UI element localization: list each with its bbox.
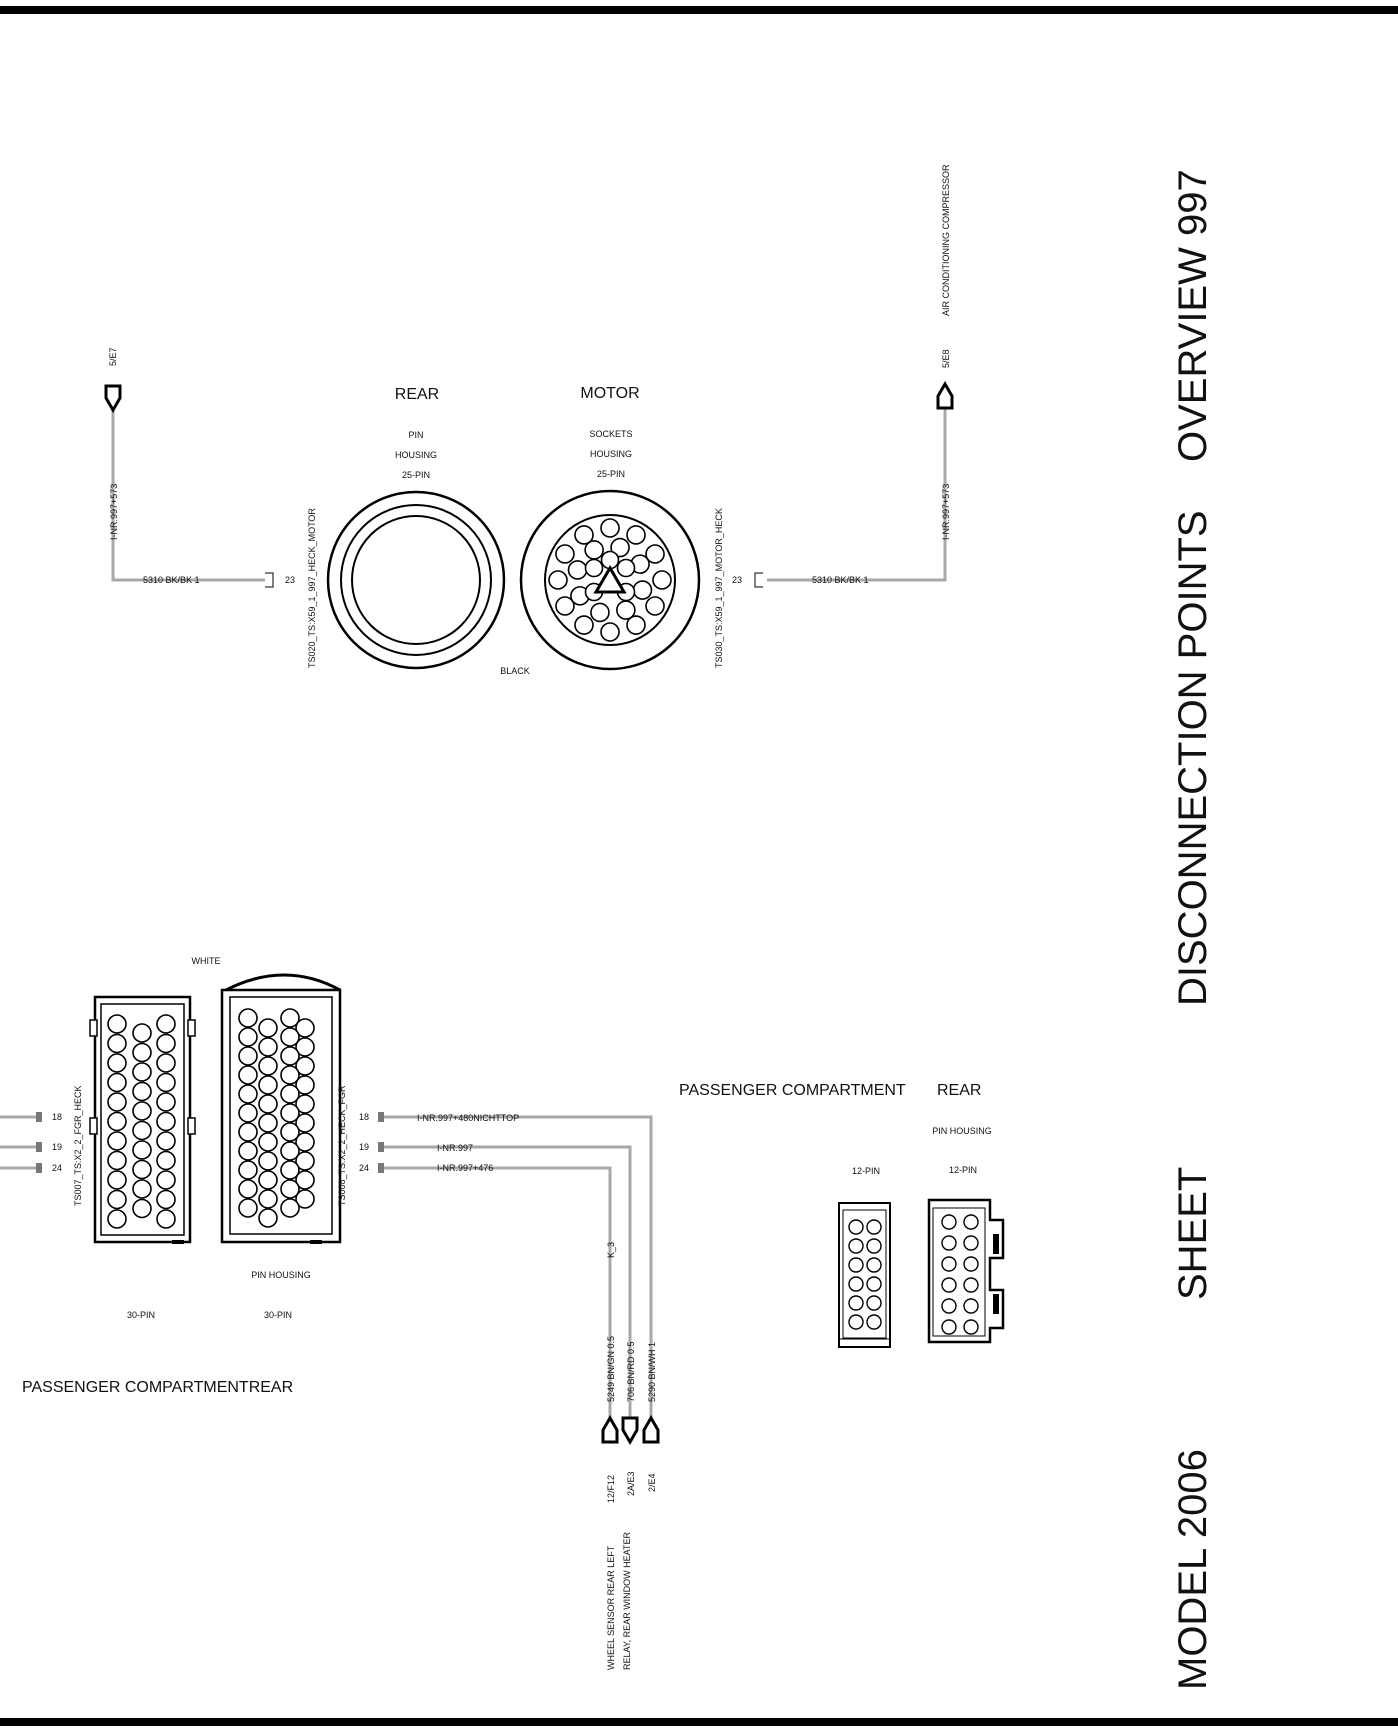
connector-pin (108, 1035, 126, 1053)
connector-pin (157, 1054, 175, 1072)
connector-pin (133, 1024, 151, 1042)
top-right-terminal (755, 573, 763, 587)
bottom-rear: REAR (937, 1082, 982, 1099)
arrow-2ae3-icon (623, 1418, 637, 1442)
connector-pin (133, 1161, 151, 1179)
small-connector-pin (849, 1277, 863, 1291)
bottom-right-pin-18: 18 (359, 1112, 370, 1122)
bottom-left-pin-19: 19 (52, 1142, 63, 1152)
small-connector-pin (867, 1296, 881, 1310)
socket-pin (591, 603, 609, 621)
bottom-pin-housing: PIN HOUSING (251, 1270, 311, 1280)
small-connector-pin (942, 1236, 956, 1250)
arrow-12f12-icon (603, 1418, 617, 1442)
socket-pin (585, 541, 603, 559)
top-housing-right: HOUSING (589, 449, 633, 459)
connector-pin (133, 1044, 151, 1062)
wire-label-476: I-NR.997+476 (437, 1163, 494, 1173)
connector-pin (157, 1035, 175, 1053)
wire-k3-label: K_3 (606, 1241, 616, 1258)
wire-label-997: I-NR.997 (437, 1143, 474, 1153)
bottom-left-pin-18: 18 (52, 1112, 63, 1122)
connector-pin (259, 1038, 277, 1056)
wire-997 (384, 1147, 630, 1420)
top-right-wire (767, 405, 945, 580)
connector-pin (108, 1152, 126, 1170)
connector-pin (133, 1083, 151, 1101)
small-connector-pin (849, 1239, 863, 1253)
top-right-pin: 23 (732, 575, 743, 585)
small-connector-pin (964, 1236, 978, 1250)
bottom-border (0, 1718, 1398, 1726)
bottom-passenger-rear: PASSENGER COMPARTMENTREAR (22, 1379, 294, 1396)
small-12-pin-connector-left (839, 1203, 890, 1347)
small-12-pin-connector-right (929, 1200, 1003, 1342)
connector-pin (133, 1141, 151, 1159)
vert-wire-706: 706 BN/RD 0.5 (626, 1341, 636, 1402)
small-connector-pin (964, 1320, 978, 1334)
connector-pin (157, 1074, 175, 1092)
connector-pin (108, 1093, 126, 1111)
title-overview: OVERVIEW 997 (1171, 169, 1215, 462)
vert-wire-5249: 5249 BN/GN 0.5 (606, 1335, 616, 1402)
connector-pin (108, 1171, 126, 1189)
socket-pin (617, 601, 635, 619)
connector-pin (157, 1171, 175, 1189)
connector-pin (259, 1171, 277, 1189)
small-connector-pin (964, 1257, 978, 1271)
connector-pin (133, 1102, 151, 1120)
top-right-arrow-icon (938, 384, 952, 408)
socket-pin (601, 519, 619, 537)
top-left-pin: 23 (285, 575, 296, 585)
connector-pin (259, 1209, 277, 1227)
top-left-wire-vert: I-NR.997+573 (109, 483, 119, 540)
bottom-right-pin-24: 24 (359, 1163, 370, 1173)
connector-pin (108, 1191, 126, 1209)
connector-pin (133, 1063, 151, 1081)
connector-pin (133, 1122, 151, 1140)
small-connector-pin (942, 1320, 956, 1334)
connector-pin (108, 1074, 126, 1092)
connector-pin (239, 1123, 257, 1141)
desc-relay: RELAY, REAR WINDOW HEATER (622, 1531, 632, 1670)
top-pin25-right: 25-PIN (596, 469, 626, 479)
top-left-arrow-icon (106, 386, 120, 410)
bottom-pin-housing-right: PIN HOUSING (932, 1126, 992, 1136)
connector-pin (259, 1076, 277, 1094)
bottom-white-label: WHITE (191, 956, 221, 966)
connector-pin (157, 1093, 175, 1111)
socket-pin (601, 623, 619, 641)
connector-pin (281, 1199, 299, 1217)
top-left-ref: 5/E7 (108, 347, 118, 366)
bottom-passenger: PASSENGER COMPARTMENT (679, 1082, 906, 1099)
connector-pin (239, 1142, 257, 1160)
small-connector-pin (849, 1220, 863, 1234)
connector-pin (239, 1066, 257, 1084)
connector-pin (239, 1104, 257, 1122)
ref-2e4: 2/E4 (647, 1473, 657, 1492)
connector-pin (239, 1009, 257, 1027)
top-pin25-left: 25-PIN (401, 470, 431, 480)
ref-12f12: 12/F12 (606, 1474, 616, 1503)
connector-pin (259, 1152, 277, 1170)
top-pin-label: PIN (408, 430, 424, 440)
top-right-label: AIR CONDITIONING COMPRESSOR (941, 164, 951, 316)
wire-label-480: I-NR.997+480NICHTTOP (417, 1113, 520, 1123)
bottom-conn-left-label: TS007_TS:X2_2_FGR_HECK (73, 1085, 83, 1206)
small-connector-pin (867, 1258, 881, 1272)
socket-pin (653, 571, 671, 589)
connector-pin (239, 1085, 257, 1103)
socket-pin (646, 597, 664, 615)
bottom-pin30-left: 30-PIN (126, 1310, 156, 1320)
connector-pin (108, 1113, 126, 1131)
small-connector-pin (867, 1277, 881, 1291)
title-model: MODEL 2006 (1171, 1449, 1215, 1690)
socket-pin (575, 616, 593, 634)
fgr-heck-connector-left (90, 997, 195, 1244)
bottom-conn-right-label: TS008_TS:X2_2_HECK_FGR (337, 1085, 347, 1206)
bottom-pin30-right: 30-PIN (263, 1310, 293, 1320)
title-sheet: SHEET (1171, 1166, 1215, 1300)
bottom-right-pin-19: 19 (359, 1142, 370, 1152)
socket-pin (586, 560, 603, 577)
small-connector-pin (849, 1258, 863, 1272)
top-left-wire (113, 405, 265, 580)
ref-2ae3: 2A/E3 (626, 1471, 636, 1496)
socket-pin (627, 526, 645, 544)
connector-pin (259, 1057, 277, 1075)
small-connector-pin (867, 1239, 881, 1253)
top-sockets-label: SOCKETS (589, 429, 633, 439)
top-right-wire-vert: I-NR.997+573 (941, 483, 951, 540)
socket-pin (569, 561, 587, 579)
arrow-2e4-icon (644, 1418, 658, 1442)
bottom-pin12-left: 12-PIN (851, 1166, 881, 1176)
socket-pin (618, 560, 635, 577)
small-connector-pin (964, 1215, 978, 1229)
top-motor-label: MOTOR (580, 385, 640, 402)
top-left-terminal (265, 573, 273, 587)
small-connector-pin (942, 1257, 956, 1271)
heck-fgr-connector-right (222, 975, 340, 1244)
connector-pin (157, 1132, 175, 1150)
connector-pin (108, 1210, 126, 1228)
small-connector-pin (942, 1299, 956, 1313)
connector-pin (133, 1200, 151, 1218)
connector-pin (108, 1015, 126, 1033)
top-conn-right-label: TS030_TS:X59_1_997_MOTOR_HECK (714, 508, 724, 668)
connector-pin (259, 1114, 277, 1132)
top-border (0, 6, 1398, 14)
vert-wire-5290: 5290 BN/WH 1 (647, 1341, 657, 1402)
connector-pin (157, 1113, 175, 1131)
bottom-pin12-right: 12-PIN (948, 1165, 978, 1175)
connector-pin (108, 1054, 126, 1072)
desc-wheel-sensor: WHEEL SENSOR REAR LEFT (606, 1545, 616, 1670)
top-right-wire-horiz: 5310 BK/BK 1 (812, 575, 869, 585)
bottom-left-stub-wires (0, 1117, 36, 1168)
title-disconnection-points: DISCONNECTION POINTS (1171, 510, 1215, 1006)
wire-476 (384, 1168, 610, 1420)
small-connector-pin (867, 1220, 881, 1234)
small-connector-pin (867, 1315, 881, 1329)
connector-pin (157, 1152, 175, 1170)
connector-pin (239, 1028, 257, 1046)
top-rear-label: REAR (394, 386, 440, 403)
top-conn-left-label: TS020_TS:X59_1_997_HECK_MOTOR (307, 508, 317, 668)
connector-pin (259, 1095, 277, 1113)
small-connector-pin (942, 1278, 956, 1292)
connector-pin (157, 1191, 175, 1209)
socket-pin (556, 545, 574, 563)
connector-pin (239, 1199, 257, 1217)
connector-pin (259, 1019, 277, 1037)
connector-pin (259, 1133, 277, 1151)
small-connector-pin (964, 1278, 978, 1292)
connector-pin (157, 1015, 175, 1033)
top-housing-left: HOUSING (394, 450, 438, 460)
rear-pin-housing-connector (328, 492, 504, 668)
small-connector-pin (849, 1296, 863, 1310)
connector-pin (239, 1180, 257, 1198)
bottom-left-pin-24: 24 (52, 1163, 63, 1173)
connector-pin (259, 1190, 277, 1208)
small-connector-pin (849, 1315, 863, 1329)
connector-pin (239, 1047, 257, 1065)
connector-pin (133, 1180, 151, 1198)
small-connector-pin (964, 1299, 978, 1313)
connector-pin (108, 1132, 126, 1150)
socket-pin (633, 581, 651, 599)
top-black-label: BLACK (500, 666, 530, 676)
connector-pin (239, 1161, 257, 1179)
top-right-ref: 5/E8 (941, 349, 951, 368)
connector-pin (157, 1210, 175, 1228)
motor-socket-housing-connector (521, 491, 699, 669)
socket-pin (549, 571, 567, 589)
small-connector-pin (942, 1215, 956, 1229)
top-left-wire-horiz: 5310 BK/BK 1 (143, 575, 200, 585)
